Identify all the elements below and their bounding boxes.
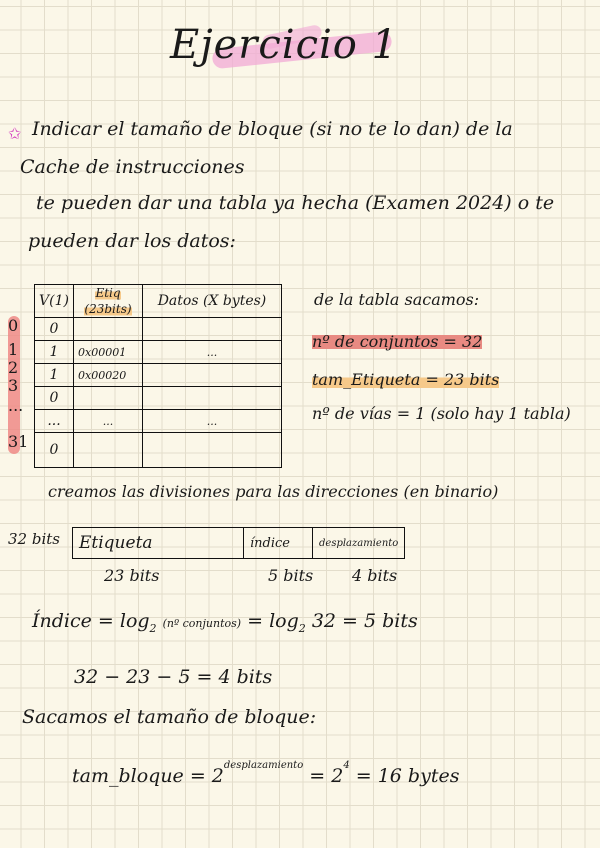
row-index: 31: [8, 432, 29, 451]
header-valid: V(1): [35, 285, 74, 318]
table-row: 0: [35, 387, 282, 410]
row-index: 1: [8, 340, 19, 359]
index-formula: Índice = $\log_2$ (nº conjuntos) = $\log_2 32 = 5$ bits: [32, 610, 418, 635]
field-tag: Etiqueta: [73, 528, 244, 559]
row-index: ...: [8, 396, 24, 415]
offset-calc: 32 − 23 − 5 = 4 bits: [74, 666, 273, 688]
page-title: Ejercicio 1: [170, 22, 399, 68]
facts-heading: de la tabla sacamos:: [314, 290, 480, 309]
fact-ways: nº de vías = 1 (solo hay 1 tabla): [312, 404, 571, 423]
intro-line-2: Cache de instrucciones: [20, 156, 245, 178]
size-offset: 4 bits: [352, 566, 398, 585]
star-icon: ✩: [8, 124, 22, 143]
fact-sets: nº de conjuntos = 32: [312, 332, 483, 351]
row-index: 3: [8, 376, 19, 395]
row-index: 0: [8, 316, 19, 335]
address-division-table: [72, 527, 405, 559]
table-row: ... ... ...: [35, 410, 282, 433]
intro-line-1: Indicar el tamaño de bloque (si no te lo dan) de la: [32, 118, 513, 140]
fact-tag: tam_Etiqueta = 23 bits: [312, 370, 500, 389]
address-bits: 32 bits: [8, 530, 60, 548]
cache-table: [34, 284, 282, 468]
intro-line-3: te pueden dar una tabla ya hecha (Examen 2024) o te: [36, 192, 555, 214]
size-index: 5 bits: [268, 566, 314, 585]
row-index: 2: [8, 358, 19, 377]
table-row: 0: [35, 433, 282, 468]
block-heading: Sacamos el tamaño de bloque:: [22, 706, 317, 728]
table-row: 1 0x00020: [35, 364, 282, 387]
field-offset: desplazamiento: [313, 528, 405, 559]
header-tag: Etiq (23bits): [74, 285, 143, 318]
intro-line-4: pueden dar los datos:: [28, 230, 236, 252]
divisions-heading: creamos las divisiones para las direcciones (en binario): [48, 482, 499, 501]
header-data: Datos (X bytes): [143, 285, 282, 318]
table-row: 0: [35, 318, 282, 341]
size-tag: 23 bits: [104, 566, 160, 585]
field-index: índice: [244, 528, 313, 559]
table-row: 1 0x00001 ...: [35, 341, 282, 364]
block-formula: tam_bloque = $2^{desplazamiento} = 2^4 = 16$ bytes: [72, 760, 460, 787]
